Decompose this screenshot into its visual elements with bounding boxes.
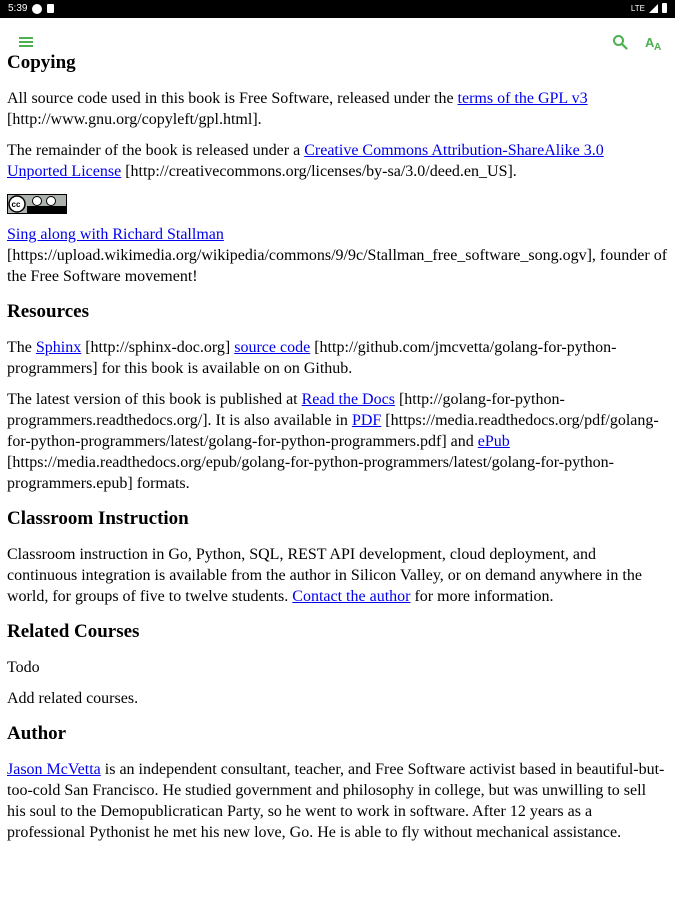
resources-paragraph-1 xyxy=(7,337,667,379)
text: [https://media.readthedocs.org/pdf/golang-for-python-programmers/latest/golang-for-python-programmers.pdf] and xyxy=(7,412,659,450)
search-icon[interactable] xyxy=(612,34,628,50)
text: [http://github.com/jmcvetta/golang-for-python-programmers] for this book is available on on Github. xyxy=(7,339,617,377)
epub-link[interactable]: ePub xyxy=(477,433,510,450)
section-heading-related-courses: Related Courses xyxy=(7,621,140,642)
author-paragraph xyxy=(7,759,667,843)
text: [http://www.gnu.org/copyleft/gpl.html]. xyxy=(7,111,262,128)
sd-card-icon xyxy=(47,4,54,13)
text: [http://golang-for-python-programmers.readthedocs.org/]. It is also available in xyxy=(7,391,565,429)
cc-license-link[interactable]: Creative Commons Attribution-ShareAlike 3.0 Unported License xyxy=(7,142,604,180)
book-content xyxy=(7,52,667,843)
text: [https://upload.wikimedia.org/wikipedia/commons/9/9c/Stallman_free_software_song.ogv], founder of the Free Software movement! xyxy=(7,247,668,285)
notification-icon xyxy=(32,4,42,14)
author-link[interactable]: Jason McVetta xyxy=(7,761,101,778)
text: is an independent consultant, teacher, and Free Software activist based in beautiful-but-too-cold San Francisco. He studied government and philosophy in college, but was unwilling to sell his soul to the Demopublicratican Party, so he went to work in software. After 12 years as a professional Pythonist he met his new love, Go. He is able to fly without mechanical assistance. xyxy=(7,761,665,841)
text: The latest version of this book is published at xyxy=(7,391,302,408)
contact-author-link[interactable]: Contact the author xyxy=(292,588,411,605)
todo-label: Todo xyxy=(7,659,40,676)
gpl-link[interactable]: terms of the GPL v3 xyxy=(457,90,588,107)
section-heading-classroom: Classroom Instruction xyxy=(7,508,189,529)
text: The xyxy=(7,339,36,356)
svg-text:A: A xyxy=(654,42,662,52)
text: for more information. xyxy=(410,588,554,605)
menu-icon[interactable] xyxy=(19,37,33,47)
text: The remainder of the book is released under a xyxy=(7,142,305,159)
read-the-docs-link[interactable]: Read the Docs xyxy=(301,391,395,408)
todo-note: Add related courses. xyxy=(7,690,139,707)
network-type: LTE xyxy=(630,3,645,13)
status-time: 5:39 xyxy=(8,3,28,14)
pdf-link[interactable]: PDF xyxy=(351,412,382,429)
sphinx-link[interactable]: Sphinx xyxy=(35,339,82,356)
svg-text:cc: cc xyxy=(11,200,21,209)
signal-icon xyxy=(649,4,658,13)
text-appearance-icon[interactable] xyxy=(645,32,665,52)
section-heading-copying: Copying xyxy=(7,52,76,73)
cc-by-sa-badge-icon[interactable] xyxy=(7,194,67,214)
section-heading-author: Author xyxy=(7,723,67,744)
text: [http://sphinx-doc.org] xyxy=(81,339,235,356)
status-bar xyxy=(0,0,675,18)
section-heading-resources: Resources xyxy=(7,301,89,322)
text: Classroom instruction in Go, Python, SQL, REST API development, cloud deployment, and continuous integration is available from the author in Silicon Valley, or on demand anywhere in the world, for groups of five to twelve students. xyxy=(7,546,642,605)
copying-paragraph-2 xyxy=(7,140,667,182)
text: [http://creativecommons.org/licenses/by-sa/3.0/deed.en_US]. xyxy=(121,163,517,180)
text: [https://media.readthedocs.org/epub/golang-for-python-programmers/latest/golang-for-python-programmers.epub] formats. xyxy=(7,454,614,492)
classroom-paragraph xyxy=(7,544,667,607)
copying-paragraph-3 xyxy=(7,224,667,287)
stallman-song-link[interactable]: Sing along with Richard Stallman xyxy=(7,226,224,243)
battery-icon xyxy=(662,3,667,13)
source-code-link[interactable]: source code xyxy=(234,339,311,356)
svg-text:A: A xyxy=(645,35,655,50)
resources-paragraph-2 xyxy=(7,389,667,494)
copying-paragraph-1 xyxy=(7,88,667,130)
text: All source code used in this book is Free Software, released under the xyxy=(7,90,458,107)
